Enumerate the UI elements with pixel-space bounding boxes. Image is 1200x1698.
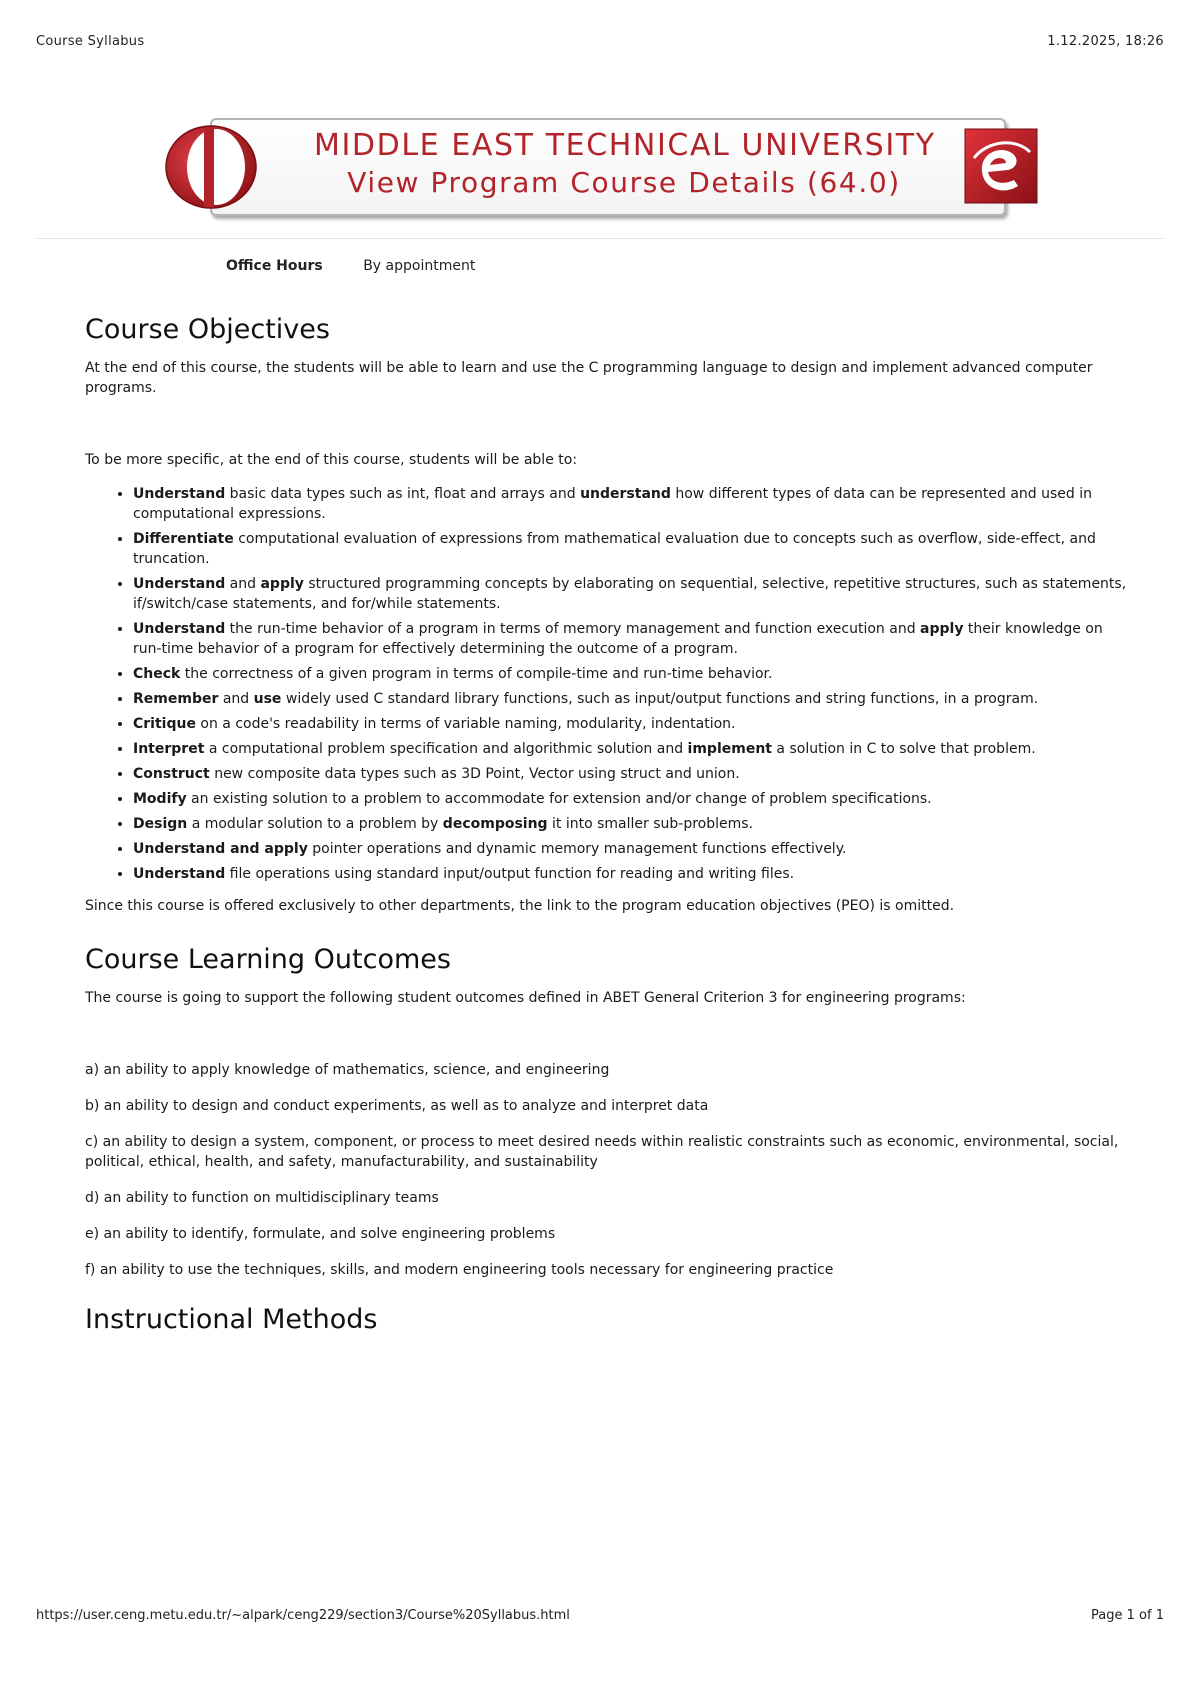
print-footer-page: Page 1 of 1 (1091, 1608, 1164, 1623)
objectives-list (85, 484, 1135, 884)
e-logo-icon (964, 128, 1038, 204)
list-item: • Interpret a computational problem specification and algorithmic solution and implement a solution in C to solve that problem. (133, 739, 1135, 759)
office-hours-value: By appointment (363, 258, 476, 274)
list-item: • Understand basic data types such as int, float and arrays and understand how different types of data can be represented and used in computational expressions. (133, 484, 1135, 524)
instructional-methods-heading: Instructional Methods (85, 1304, 378, 1335)
header-divider (36, 238, 1164, 239)
outcomes-intro: The course is going to support the following student outcomes defined in ABET General Criterion 3 for engineering programs: (85, 990, 966, 1006)
print-header-title: Course Syllabus (36, 34, 145, 49)
peo-note: Since this course is offered exclusively to other departments, the link to the program education objectives (PEO) is omitted. (85, 898, 955, 914)
print-header-datetime: 1.12.2025, 18:26 (1047, 34, 1164, 49)
course-learning-outcomes-heading: Course Learning Outcomes (85, 944, 451, 975)
list-item: • Differentiate computational evaluation of expressions from mathematical evaluation due to concepts such as overflow, side-effect, and truncation. (133, 529, 1135, 569)
print-footer (36, 1608, 1164, 1623)
outcome-item: c) an ability to design a system, component, or process to meet desired needs within realistic constraints such as economic, environmental, social, political, ethical, health, and safety, manufacturability, and sustainability (85, 1134, 1119, 1170)
outcome-item: e) an ability to identify, formulate, and solve engineering problems (85, 1226, 556, 1242)
outcomes-list (85, 1060, 1135, 1280)
outcome-item: d) an ability to function on multidisciplinary teams (85, 1190, 439, 1206)
syllabus-content (85, 312, 1135, 1338)
banner-title: MIDDLE EAST TECHNICAL UNIVERSITY (314, 128, 936, 163)
outcome-item: a) an ability to apply knowledge of mathematics, science, and engineering (85, 1062, 610, 1078)
list-item: • Understand the run-time behavior of a program in terms of memory management and function execution and apply their knowledge on run-time behavior of a program for effectively determining the outcome of a program. (133, 619, 1135, 659)
objectives-specific-intro: To be more specific, at the end of this course, students will be able to: (85, 452, 578, 468)
list-item: • Remember and use widely used C standard library functions, such as input/output functions and string functions, in a program. (133, 689, 1135, 709)
list-item: • Check the correctness of a given program in terms of compile-time and run-time behavior. (133, 664, 1135, 684)
outcome-item: f) an ability to use the techniques, skills, and modern engineering tools necessary for engineering practice (85, 1262, 834, 1278)
objectives-intro: At the end of this course, the students will be able to learn and use the C programming language to design and implement advanced computer programs. (85, 360, 1093, 396)
course-objectives-heading: Course Objectives (85, 314, 330, 345)
print-header (36, 34, 1164, 49)
office-hours-row (226, 258, 475, 274)
office-hours-label: Office Hours (226, 258, 323, 274)
list-item: • Understand and apply structured programming concepts by elaborating on sequential, selective, repetitive structures, such as statements, if/switch/case statements, and for/while statements. (133, 574, 1135, 614)
list-item: • Modify an existing solution to a problem to accommodate for extension and/or change of problem specifications. (133, 789, 1135, 809)
list-item: • Design a modular solution to a problem by decomposing it into smaller sub-problems. (133, 814, 1135, 834)
metu-logo-icon (164, 124, 258, 210)
banner-subtitle: View Program Course Details (64.0) (347, 166, 901, 199)
list-item: • Construct new composite data types such as 3D Point, Vector using struct and union. (133, 764, 1135, 784)
outcome-item: b) an ability to design and conduct experiments, as well as to analyze and interpret data (85, 1098, 709, 1114)
print-footer-url: https://user.ceng.metu.edu.tr/~alpark/ceng229/section3/Course%20Syllabus.html (36, 1608, 570, 1623)
list-item: • Understand file operations using standard input/output function for reading and writing files. (133, 864, 1135, 884)
list-item: • Critique on a code's readability in terms of variable naming, modularity, indentation. (133, 714, 1135, 734)
list-item: • Understand and apply pointer operations and dynamic memory management functions effectively. (133, 839, 1135, 859)
metu-banner (164, 118, 1042, 214)
